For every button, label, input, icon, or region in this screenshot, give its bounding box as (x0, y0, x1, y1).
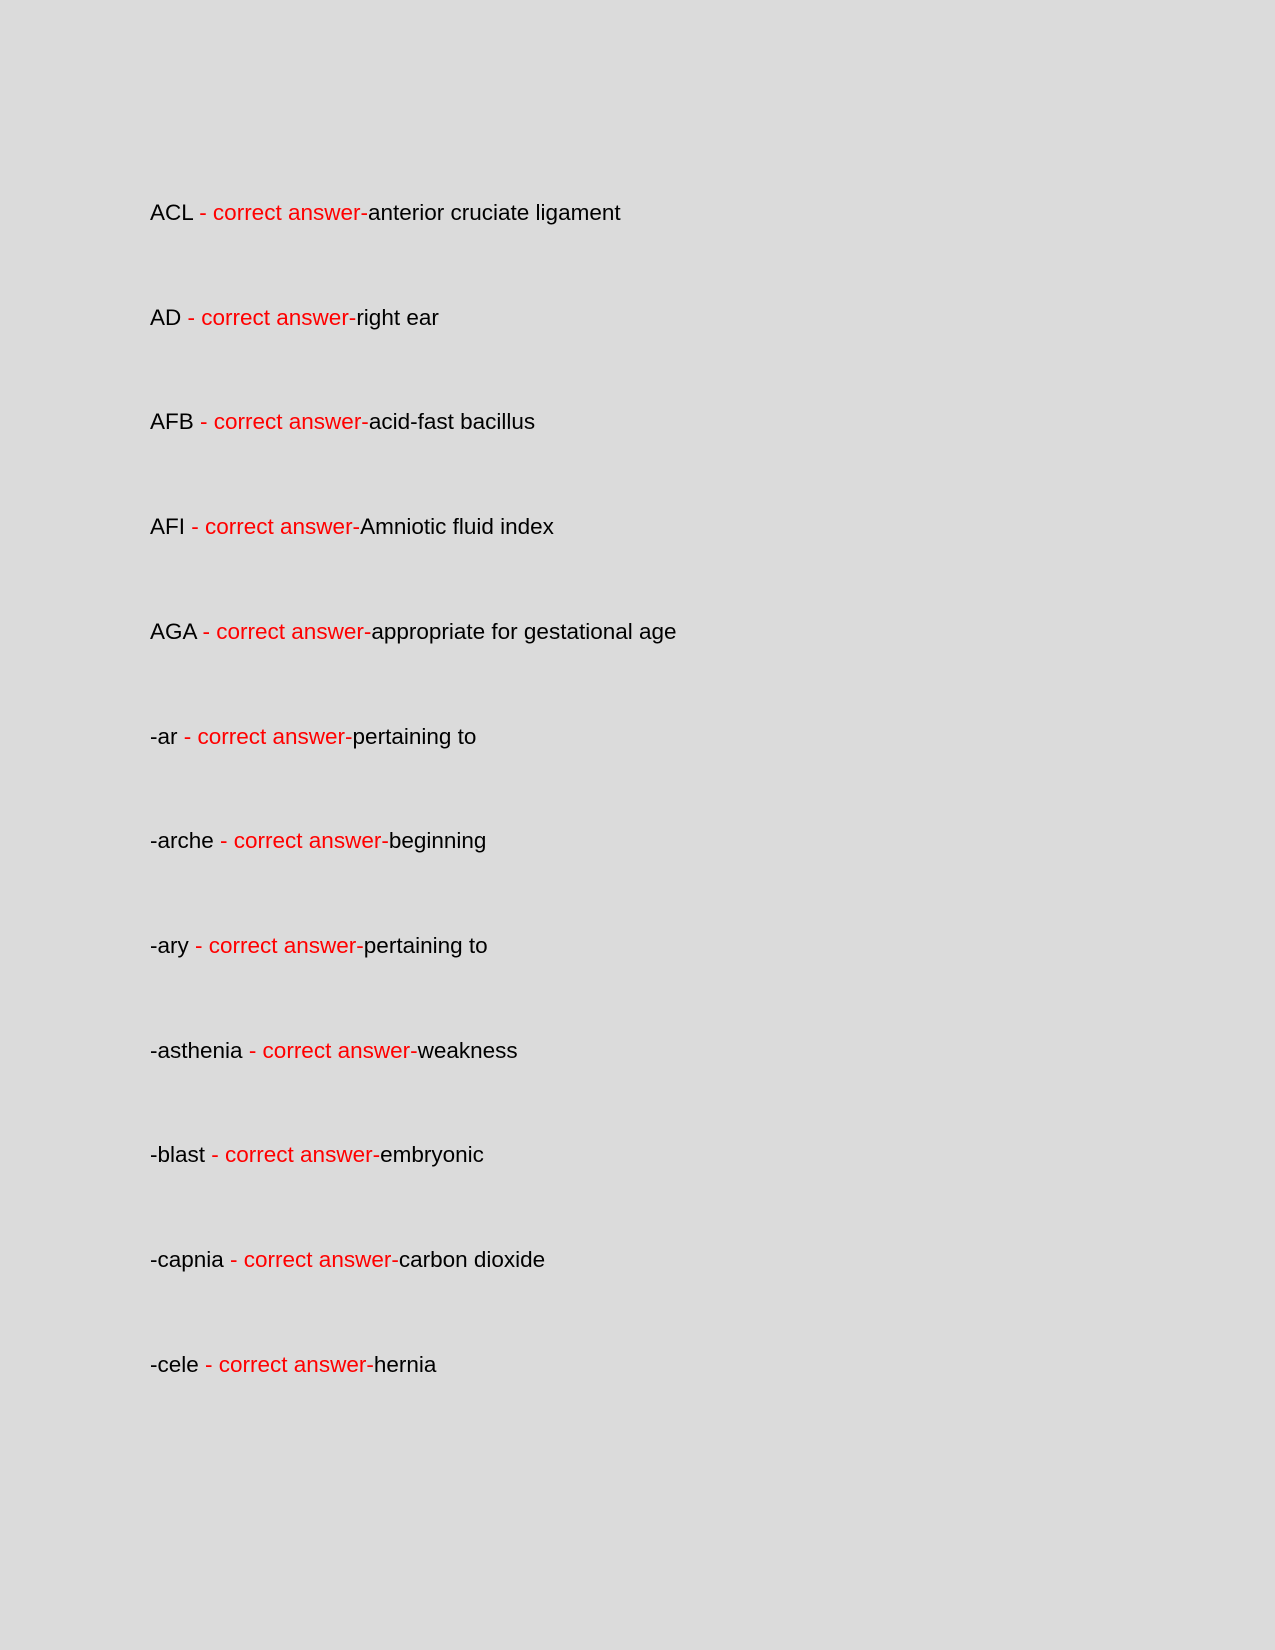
entry-definition: anterior cruciate ligament (367, 200, 621, 225)
entry-term: AGA (150, 618, 197, 644)
answer-separator: - correct answer- (242, 1037, 418, 1063)
answer-separator: - correct answer- (185, 514, 361, 540)
entry-definition: pertaining to (352, 723, 477, 749)
flashcard-entry (150, 827, 486, 855)
answer-separator: - correct answer- (177, 723, 353, 749)
entry-term: ACL (150, 200, 193, 225)
answer-separator: - correct answer- (192, 200, 368, 225)
entry-term: -ar (150, 723, 178, 749)
entry-definition: carbon dioxide (398, 1247, 546, 1272)
flashcard-entry (150, 408, 535, 436)
entry-definition: Amniotic fluid index (360, 514, 554, 540)
flashcard-entry (150, 513, 554, 541)
entry-definition: appropriate for gestational age (371, 618, 677, 644)
entry-term: -capnia (150, 1247, 224, 1272)
answer-separator: - correct answer- (198, 1351, 374, 1377)
entry-definition: hernia (373, 1351, 437, 1377)
flashcard-entry (150, 304, 439, 332)
entry-term: AFI (150, 514, 186, 540)
answer-separator: - correct answer- (181, 304, 357, 330)
answer-separator: - correct answer- (193, 409, 369, 435)
answer-separator: - correct answer- (205, 1142, 381, 1168)
entry-definition: right ear (356, 304, 439, 330)
entry-term: -ary (150, 932, 189, 958)
answer-separator: - correct answer- (188, 932, 364, 958)
entry-definition: weakness (417, 1037, 518, 1063)
entry-term: -arche (150, 828, 214, 854)
entry-term: AFB (150, 409, 194, 435)
flashcard-entry (150, 1351, 436, 1379)
entry-definition: pertaining to (363, 932, 488, 958)
flashcard-entry (150, 723, 476, 751)
entry-term: -asthenia (150, 1037, 243, 1063)
entry-term: -cele (150, 1351, 199, 1377)
flashcard-entry (150, 1037, 518, 1065)
flashcard-entry (150, 618, 677, 646)
flashcard-entry (150, 932, 488, 960)
entry-term: AD (150, 304, 182, 330)
entry-definition: beginning (388, 828, 487, 854)
answer-separator: - correct answer- (223, 1247, 399, 1272)
flashcard-entry (150, 199, 621, 227)
entry-term: -blast (150, 1142, 206, 1168)
entry-definition: acid-fast bacillus (368, 409, 536, 435)
entry-definition: embryonic (380, 1142, 484, 1168)
flashcard-entry (150, 1141, 484, 1169)
answer-separator: - correct answer- (196, 618, 372, 644)
answer-separator: - correct answer- (213, 828, 389, 854)
flashcard-entry (150, 1246, 545, 1274)
